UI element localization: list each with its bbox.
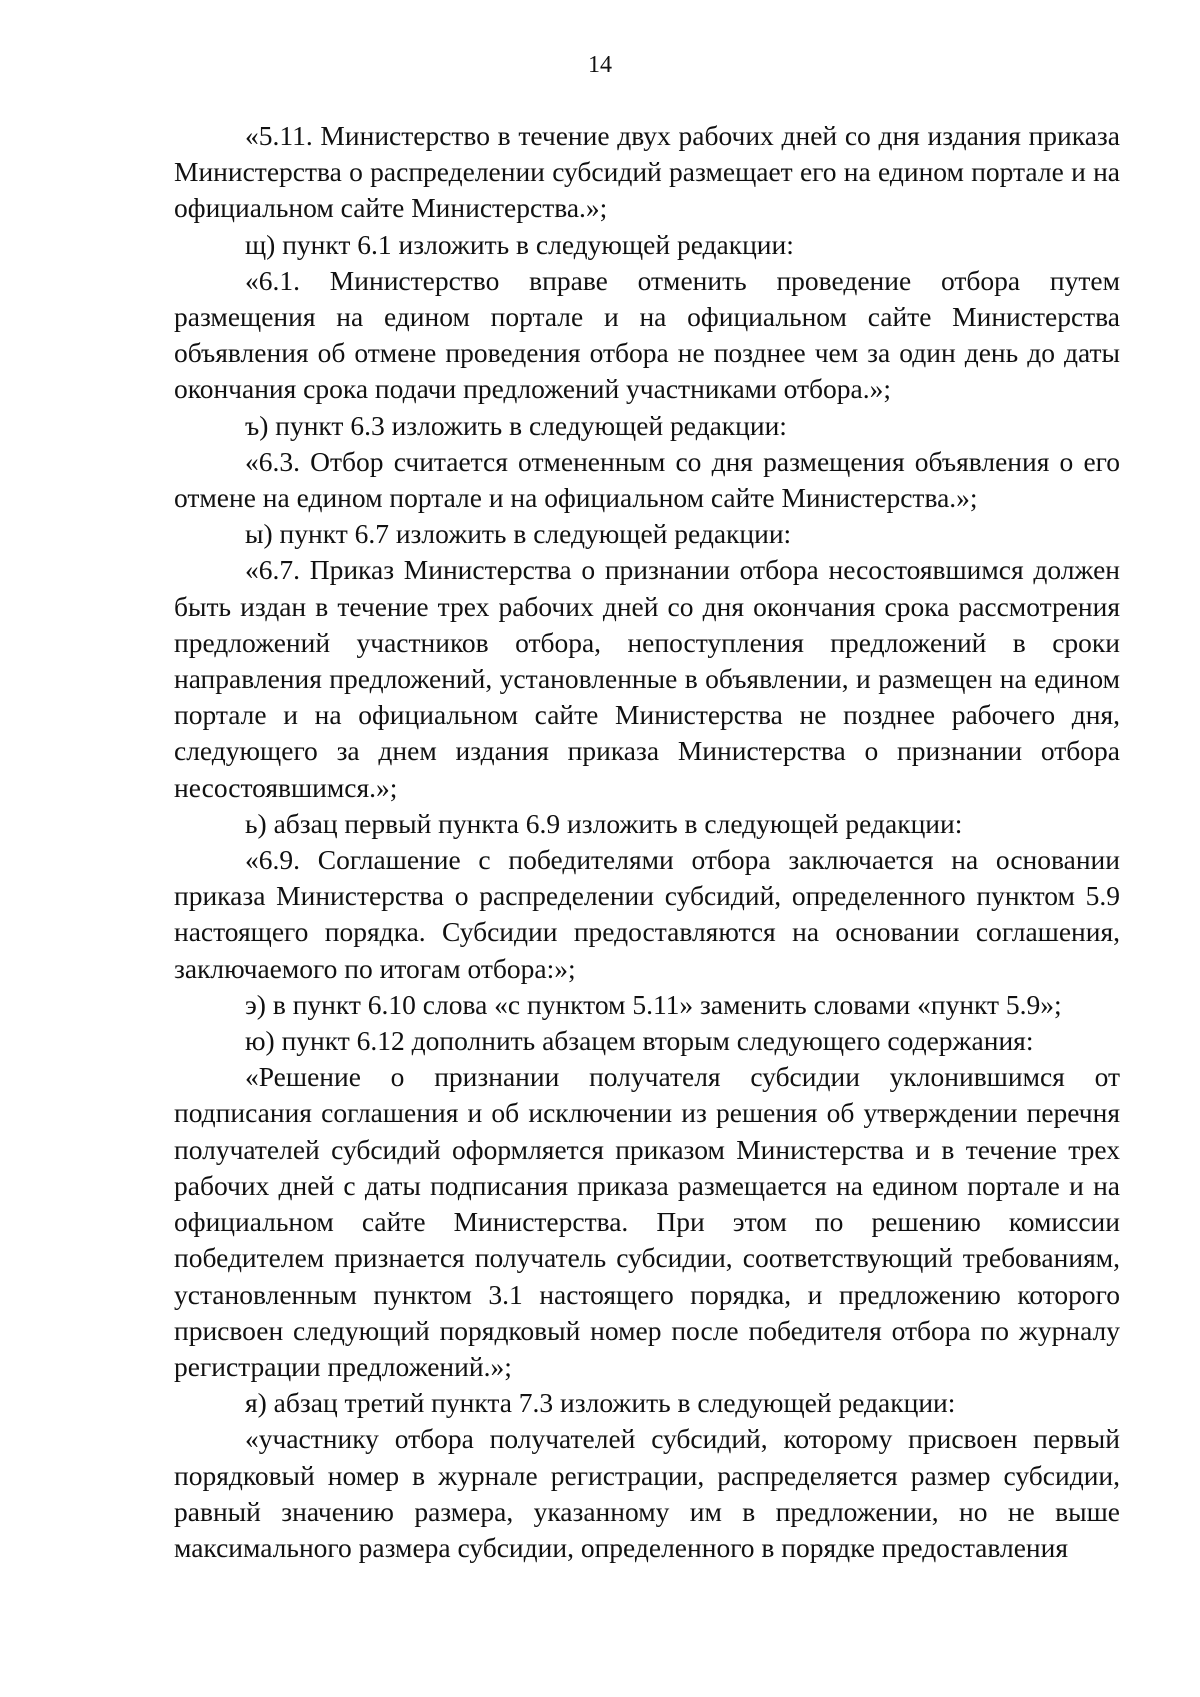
paragraph-item-yery: ы) пункт 6.7 изложить в следующей редакции: — [245, 518, 792, 550]
paragraph-item-hard-sign: ъ) пункт 6.3 изложить в следующей редакции: — [245, 409, 787, 441]
paragraph-6-9-quote: «6.9. Соглашение с победителями отбора заключается на основании приказа Министерства о распределении субсидий, определенного пунктом 5.9 настоящего порядка. Субсидии предоставляются на основании соглашения, заключаемого по итогам отбора:»; — [174, 844, 1120, 984]
paragraph-item-yu: ю) пункт 6.12 дополнить абзацем вторым следующего содержания: — [245, 1025, 1034, 1057]
paragraph-6-7-quote: «6.7. Приказ Министерства о признании отбора несостоявшимся должен быть издан в течение трех рабочих дней со дня окончания срока рассмотрения предложений участников отбора, непоступления предложений в сроки направления предложений, установленные в объявлении, и размещен на едином портале и на официальном сайте Министерства не позднее рабочего дня, следующего за днем издания приказа Министерства о признании отбора несостоявшимся.»; — [174, 554, 1120, 803]
paragraph-item-shcha: щ) пункт 6.1 изложить в следующей редакции: — [245, 228, 794, 260]
document-body — [174, 118, 1120, 1566]
page-number: 14 — [588, 52, 612, 78]
paragraph-7-3-quote: «участнику отбора получателей субсидий, которому присвоен первый порядковый номер в журнале регистрации, распределяется размер субсидии, равный значению размера, указанному им в предложении, но не выше максимального размера субсидии, определенного в порядке предоставления — [174, 1423, 1120, 1563]
paragraph-6-3-quote: «6.3. Отбор считается отмененным со дня размещения объявления о его отмене на едином портале и на официальном сайте Министерства.»; — [174, 445, 1120, 514]
paragraph-item-e: э) в пункт 6.10 слова «с пунктом 5.11» заменить словами «пункт 5.9»; — [245, 988, 1062, 1020]
paragraph-6-12-quote: «Решение о признании получателя субсидии уклонившимся от подписания соглашения и об исключении из решения об утверждении перечня получателей субсидий оформляется приказом Министерства и в течение трех рабочих дней с даты подписания приказа размещается на едином портале и на официальном сайте Министерства. При этом по решению комиссии победителем признается получатель субсидии, соответствующий требованиям, установленным пунктом 3.1 настоящего порядка, и предложению которого присвоен следующий порядковый номер после победителя отбора по журналу регистрации предложений.»; — [174, 1061, 1120, 1382]
paragraph-item-soft-sign: ь) абзац первый пункта 6.9 изложить в следующей редакции: — [245, 807, 963, 839]
paragraph-5-11-quote: «5.11. Министерство в течение двух рабочих дней со дня издания приказа Министерства о распределении субсидий размещает его на едином портале и на официальном сайте Министерства.»; — [174, 120, 1120, 224]
paragraph-item-ya: я) абзац третий пункта 7.3 изложить в следующей редакции: — [245, 1387, 956, 1419]
paragraph-6-1-quote: «6.1. Министерство вправе отменить проведение отбора путем размещения на едином портале и на официальном сайте Министерства объявления об отмене проведения отбора не позднее чем за один день до даты окончания срока подачи предложений участниками отбора.»; — [174, 264, 1120, 405]
